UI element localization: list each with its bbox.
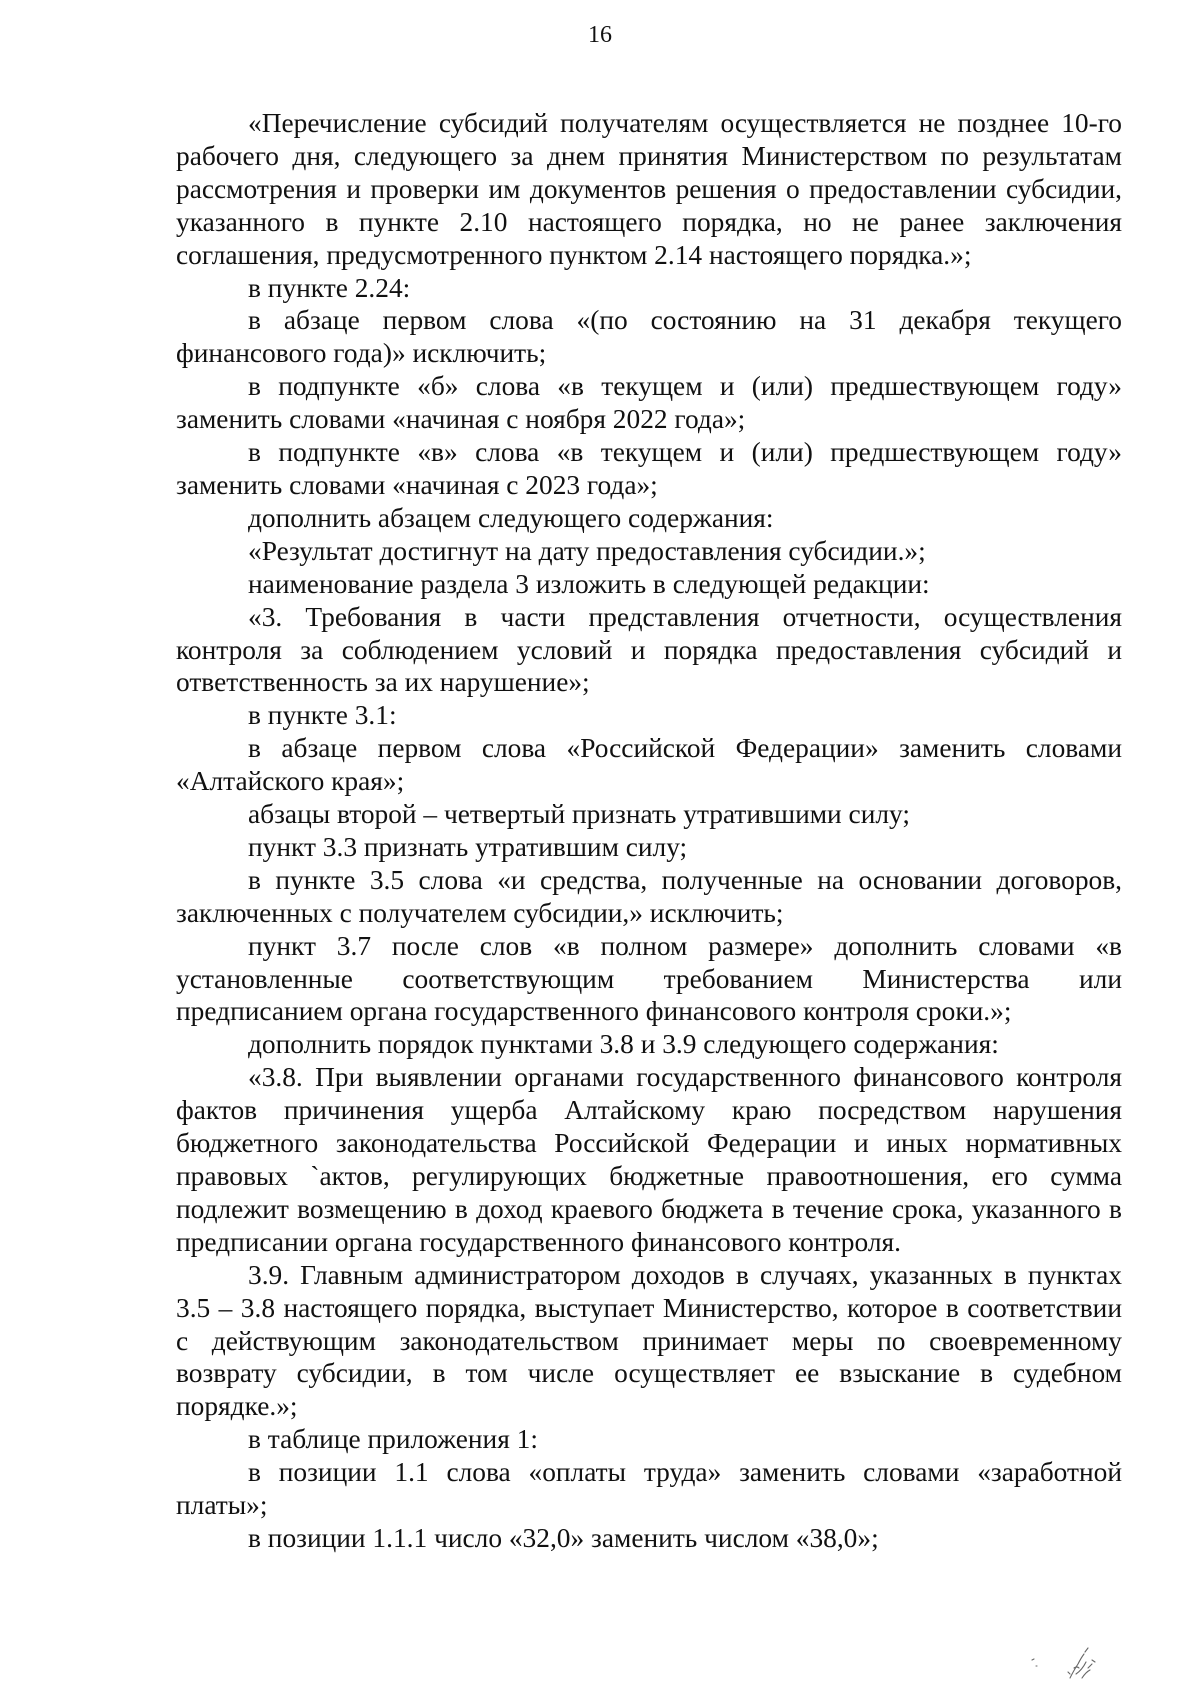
paragraph: «3.8. При выявлении органами государственного финансового контроля фактов причинения ущерба Алтайскому краю посредством нарушения бюджетного законодательства Российской Федерации и иных нормативных правовых `актов, регулирующих бюджетные правоотношения, его сумма подлежит возмещению в доход краевого бюджета в течение срока, указанного в предписании органа государственного финансового контроля. <box>176 1062 1122 1257</box>
paragraph: наименование раздела 3 изложить в следующей редакции: <box>248 568 930 599</box>
paragraph: в позиции 1.1.1 число «32,0» заменить числом «38,0»; <box>248 1522 879 1553</box>
paragraph: дополнить порядок пунктами 3.8 и 3.9 следующего содержания: <box>248 1029 999 1060</box>
paragraph: в пункте 2.24: <box>248 272 411 303</box>
page-number: 16 <box>588 22 612 48</box>
paragraph: 3.9. Главным администратором доходов в случаях, указанных в пунктах 3.5 – 3.8 настоящего порядка, выступает Министерство, которое в соответствии с действующим законодательством принимает меры по своевременному возврату субсидии, в том числе осуществляет ее взыскание в судебном порядке.»; <box>176 1259 1122 1422</box>
paragraph: «Результат достигнут на дату предоставления субсидии.»; <box>248 535 926 566</box>
paragraph: в абзаце первом слова «(по состоянию на 31 декабря текущего финансового года)» исключить; <box>176 305 1122 369</box>
document-body <box>176 107 1122 1555</box>
paragraph: пункт 3.3 признать утратившим силу; <box>248 831 688 862</box>
paragraph: в абзаце первом слова «Российской Федерации» заменить словами «Алтайского края»; <box>176 733 1122 797</box>
paragraph: дополнить абзацем следующего содержания: <box>248 502 774 533</box>
paragraph: абзацы второй – четвертый признать утратившими силу; <box>248 799 910 830</box>
paragraph: «Перечисление субсидий получателям осуществляется не позднее 10-го рабочего дня, следующего за днем принятия Министерством по результатам рассмотрения и проверки им документов решения о предоставлении субсидии, указанного в пункте 2.10 настоящего порядка, но не ранее заключения соглашения, предусмотренного пунктом 2.14 настоящего порядка.»; <box>176 108 1122 270</box>
paragraph: в пункте 3.1: <box>248 700 397 731</box>
handwritten-mark <box>1030 1638 1100 1682</box>
paragraph: пункт 3.7 после слов «в полном размере» дополнить словами «в установленные соответствующим требованием Министерства или предписанием органа государственного финансового контроля сроки.»; <box>176 930 1122 1027</box>
paragraph: в подпункте «в» слова «в текущем и (или) предшествующем году» заменить словами «начиная с 2023 года»; <box>176 437 1122 500</box>
paragraph: в подпункте «б» слова «в текущем и (или) предшествующем году» заменить словами «начиная с ноября 2022 года»; <box>176 371 1122 435</box>
paragraph: в позиции 1.1 слова «оплаты труда» заменить словами «заработной платы»; <box>176 1457 1122 1521</box>
paragraph: в пункте 3.5 слова «и средства, полученные на основании договоров, заключенных с получателем субсидии,» исключить; <box>176 864 1122 928</box>
paragraph: «3. Требования в части представления отчетности, осуществления контроля за соблюдением условий и порядка предоставления субсидий и ответственность за их нарушение»; <box>176 601 1122 698</box>
paragraph: в таблице приложения 1: <box>248 1424 538 1455</box>
